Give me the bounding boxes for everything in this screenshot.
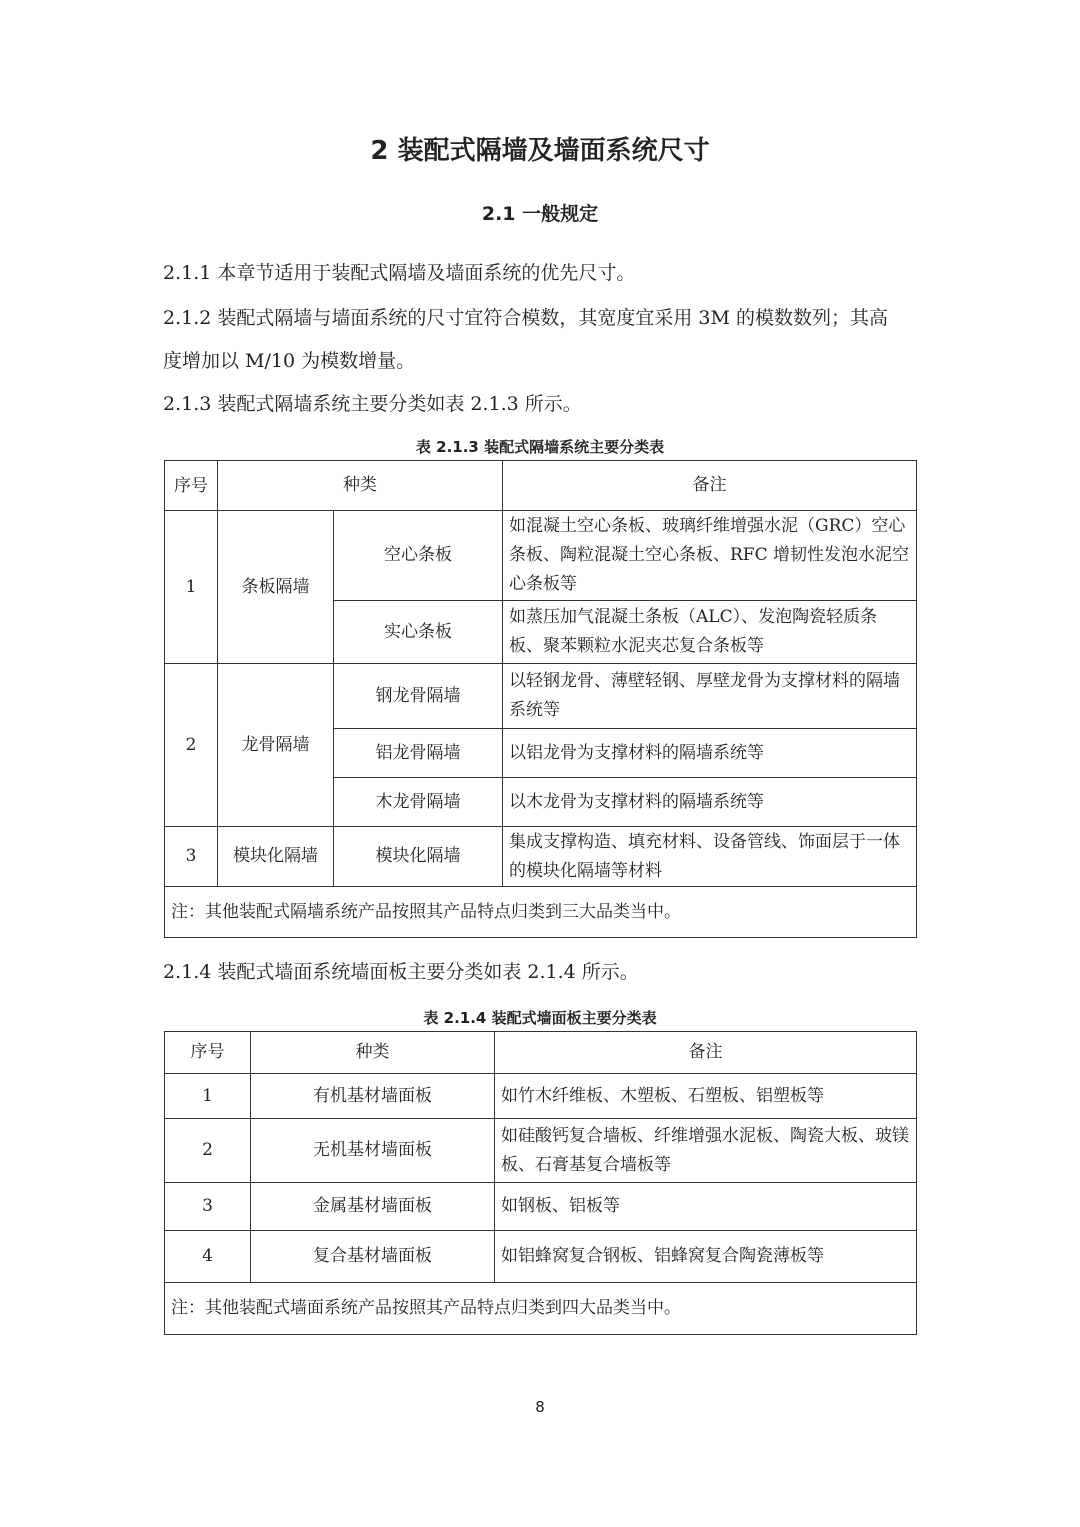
cell-note: 以木龙骨为支撑材料的隔墙系统等 — [503, 778, 917, 827]
table-row — [165, 1231, 917, 1283]
cell-note: 集成支撑构造、填充材料、设备管线、饰面层于一体的模块化隔墙等材料 — [503, 827, 917, 887]
cell-type: 模块化隔墙 — [334, 827, 503, 887]
chapter-title: 2 装配式隔墙及墙面系统尺寸 — [370, 136, 710, 166]
page-number: 8 — [535, 1398, 545, 1416]
table-caption: 表 2.1.4 装配式墙面板主要分类表 — [423, 1009, 657, 1027]
cell-type: 实心条板 — [334, 601, 503, 664]
header-cell: 序号 — [165, 461, 218, 511]
cell-note: 以轻钢龙骨、薄壁轻钢、厚壁龙骨为支撑材料的隔墙系统等 — [503, 664, 917, 729]
cell-no: 2 — [165, 664, 218, 827]
cell-note: 如蒸压加气混凝土条板（ALC）、发泡陶瓷轻质条板、聚苯颗粒水泥夹芯复合条板等 — [503, 601, 917, 664]
cell-type: 无机基材墙面板 — [251, 1119, 495, 1183]
cell-note: 如硅酸钙复合墙板、纤维增强水泥板、陶瓷大板、玻镁板、石膏基复合墙板等 — [495, 1119, 917, 1183]
paragraph: 2.1.1 本章节适用于装配式隔墙及墙面系统的优先尺寸。 — [163, 262, 636, 284]
header-cell: 序号 — [165, 1032, 251, 1074]
cell-no: 1 — [165, 1074, 251, 1119]
cell-no: 1 — [165, 511, 218, 664]
cell-type: 有机基材墙面板 — [251, 1074, 495, 1119]
cell-type: 复合基材墙面板 — [251, 1231, 495, 1283]
cell-note: 如钢板、铝板等 — [495, 1183, 917, 1231]
cell-category: 条板隔墙 — [218, 511, 334, 664]
cell-note: 如竹木纤维板、木塑板、石塑板、铝塑板等 — [495, 1074, 917, 1119]
cell-category: 龙骨隔墙 — [218, 664, 334, 827]
table-footnote: 注：其他装配式隔墙系统产品按照其产品特点归类到三大品类当中。 — [165, 887, 917, 938]
cell-type: 金属基材墙面板 — [251, 1183, 495, 1231]
cell-note: 以铝龙骨为支撑材料的隔墙系统等 — [503, 729, 917, 778]
table-row — [165, 1119, 917, 1183]
cell-note: 如铝蜂窝复合钢板、铝蜂窝复合陶瓷薄板等 — [495, 1231, 917, 1283]
cell-note: 如混凝土空心条板、玻璃纤维增强水泥（GRC）空心条板、陶粒混凝土空心条板、RFC 增韧性发泡水泥空心条板等 — [503, 511, 917, 601]
table-row — [165, 1074, 917, 1119]
table-caption: 表 2.1.3 装配式隔墙系统主要分类表 — [415, 438, 665, 456]
table-row — [165, 664, 917, 729]
section-title: 2.1 一般规定 — [481, 203, 599, 225]
header-cell: 备注 — [495, 1032, 917, 1074]
cell-type: 空心条板 — [334, 511, 503, 601]
header-cell: 备注 — [503, 461, 917, 511]
cell-no: 2 — [165, 1119, 251, 1183]
table-row — [165, 511, 917, 601]
header-cell: 种类 — [218, 461, 503, 511]
paragraph: 2.1.2 装配式隔墙与墙面系统的尺寸宜符合模数，其宽度宜采用 3M 的模数数列；其高度增加以 M/10 为模数增量。 — [163, 307, 889, 372]
table-row — [165, 827, 917, 887]
cell-category: 模块化隔墙 — [218, 827, 334, 887]
table-footnote-row — [165, 1283, 917, 1335]
table-row — [165, 1183, 917, 1231]
paragraph: 2.1.4 装配式墙面系统墙面板主要分类如表 2.1.4 所示。 — [163, 961, 639, 983]
table-footnote: 注：其他装配式墙面系统产品按照其产品特点归类到四大品类当中。 — [165, 1283, 917, 1335]
cell-no: 3 — [165, 1183, 251, 1231]
partition-classification-table — [164, 460, 917, 938]
wall-panel-classification-table — [164, 1031, 917, 1335]
paragraph: 2.1.3 装配式隔墙系统主要分类如表 2.1.3 所示。 — [163, 393, 582, 415]
cell-type: 钢龙骨隔墙 — [334, 664, 503, 729]
cell-type: 木龙骨隔墙 — [334, 778, 503, 827]
cell-type: 铝龙骨隔墙 — [334, 729, 503, 778]
table-footnote-row — [165, 887, 917, 938]
header-cell: 种类 — [251, 1032, 495, 1074]
table-header-row — [165, 1032, 917, 1074]
table-header-row — [165, 461, 917, 511]
cell-no: 3 — [165, 827, 218, 887]
cell-no: 4 — [165, 1231, 251, 1283]
